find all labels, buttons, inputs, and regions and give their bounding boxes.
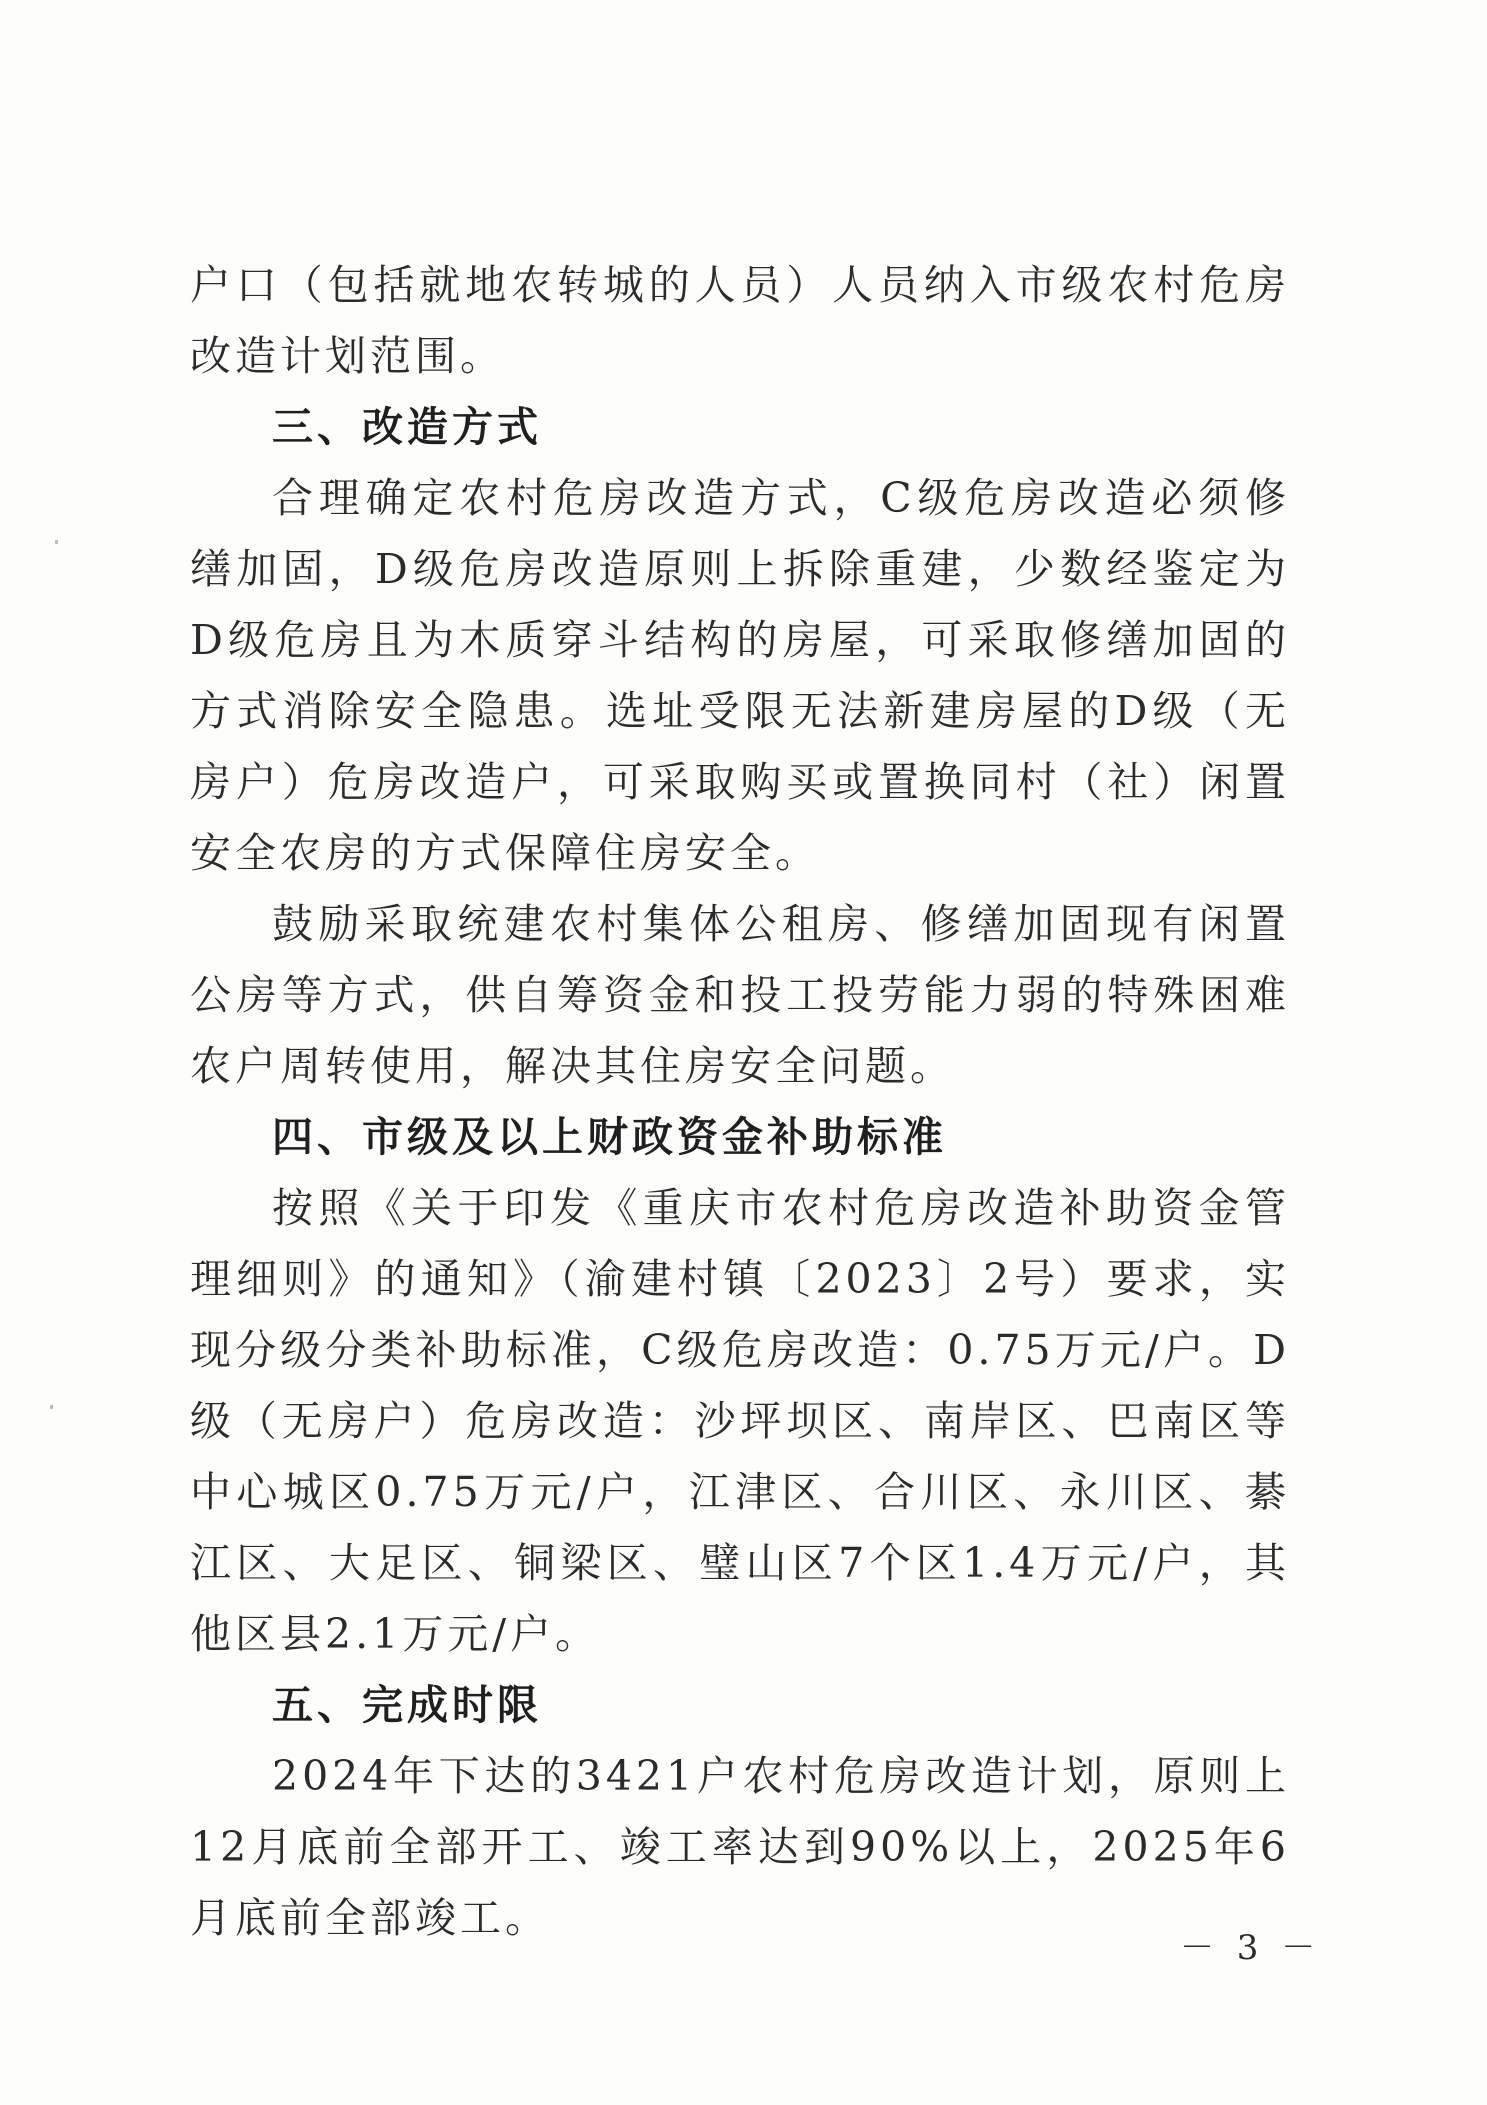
document-body (190, 250, 1290, 1954)
paragraph-deadline: 2024年下达的3421户农村危房改造计划，原则上12月底前全部开工、竣工率达到90%以上，2025年6月底前全部竣工。 (190, 1752, 1290, 1942)
section-heading-renovation-method: 三、改造方式 (272, 403, 542, 451)
section-heading-deadline: 五、完成时限 (272, 1681, 542, 1729)
scan-speck (55, 540, 58, 544)
paragraph-public-rental: 鼓励采取统建农村集体公租房、修缮加固现有闲置公房等方式，供自筹资金和投工投劳能力弱的特殊困难农户周转使用，解决其住房安全问题。 (190, 900, 1290, 1090)
paragraph-subsidy-standard: 按照《关于印发《重庆市农村危房改造补助资金管理细则》的通知》（渝建村镇〔2023〕2号）要求，实现分级分类补助标准，C级危房改造：0.75万元/户。D级（无房户）危房改造：沙坪坝区、南岸区、巴南区等中心城区0.75万元/户，江津区、合川区、永川区、綦江区、大足区、铜梁区、璧山区7个区1.4万元/户，其他区县2.1万元/户。 (190, 1184, 1290, 1658)
paragraph-household-scope: 户口（包括就地农转城的人员）人员纳入市级农村危房改造计划范围。 (190, 261, 1290, 380)
section-heading-subsidy-standard: 四、市级及以上财政资金补助标准 (272, 1113, 947, 1161)
page-number: － 3 － (1180, 1928, 1322, 1968)
scan-speck (50, 1405, 53, 1409)
paragraph-renovation-method: 合理确定农村危房改造方式，C级危房改造必须修缮加固，D级危房改造原则上拆除重建，少数经鉴定为D级危房且为木质穿斗结构的房屋，可采取修缮加固的方式消除安全隐患。选址受限无法新建房屋的D级（无房户）危房改造户，可采取购买或置换同村（社）闲置安全农房的方式保障住房安全。 (190, 474, 1290, 877)
